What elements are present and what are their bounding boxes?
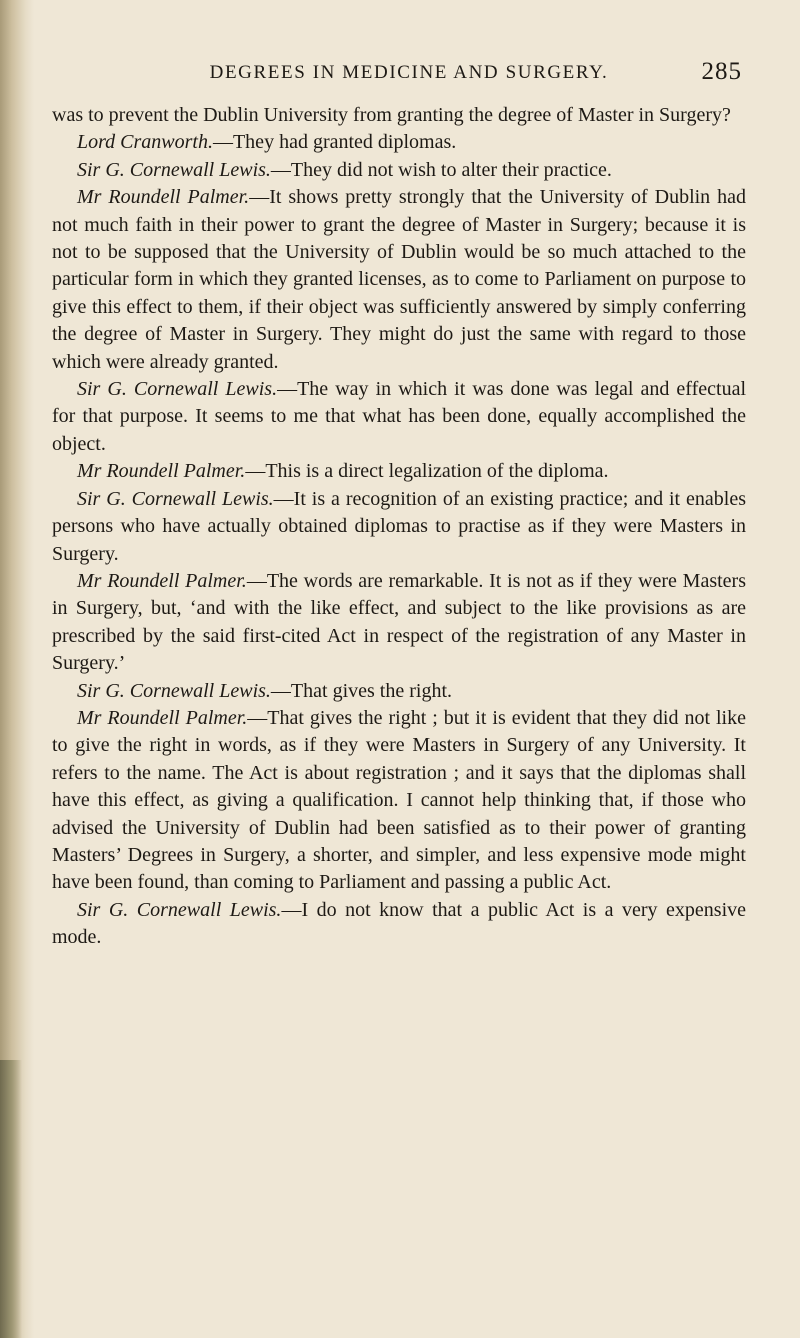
page-header bbox=[52, 58, 746, 102]
running-head: DEGREES IN MEDICINE AND SURGERY. bbox=[209, 62, 609, 83]
body-text bbox=[52, 102, 746, 952]
speaker-name: Sir G. Cornewall Lewis. bbox=[77, 158, 271, 181]
paragraph bbox=[52, 897, 746, 952]
paragraph bbox=[52, 157, 746, 184]
paragraph bbox=[52, 184, 746, 376]
speaker-name: Sir G. Cornewall Lewis. bbox=[77, 378, 278, 401]
speaker-name: Mr Roundell Palmer. bbox=[77, 460, 246, 483]
speaker-name: Sir G. Cornewall Lewis. bbox=[77, 487, 274, 510]
paragraph-text: —It is a recognition of an existing practice; and it enables persons who have actually obtained diplomas to practise as if they were Masters in Surgery. bbox=[52, 487, 747, 565]
page-number: 285 bbox=[701, 58, 742, 85]
paragraph-text: —I do not know that a public Act is a very expensive mode. bbox=[52, 898, 747, 949]
paragraph bbox=[52, 486, 746, 568]
binding-shadow bbox=[0, 1060, 22, 1338]
paragraph bbox=[52, 129, 746, 156]
paragraph-text: —That gives the right ; but it is evident that they did not like to give the right in words, as if they were Masters in Surgery of any University. It refers to the name. The Act is about registration ; and it says that the diplomas shall have this effect, as giving a qualification. I cannot help thinking that, if those who advised the University of Dublin had been satisfied as to their power of granting Masters’ Degrees in Surgery, a shorter, and simpler, and less expensive mode might have been found, than coming to Parliament and passing a public Act. bbox=[52, 706, 746, 894]
speaker-name: Sir G. Cornewall Lewis. bbox=[77, 679, 271, 702]
book-page bbox=[52, 58, 747, 952]
paragraph bbox=[52, 376, 746, 458]
paragraph-text: —The way in which it was done was legal and effectual for that purpose. It seems to me that what has been done, equally accomplished the object. bbox=[52, 378, 747, 455]
paragraph bbox=[52, 568, 746, 678]
speaker-name: Sir G. Cornewall Lewis. bbox=[77, 898, 282, 921]
speaker-name: Lord Cranworth. bbox=[77, 131, 213, 154]
paragraph-text: —It shows pretty strongly that the University of Dublin had not much faith in their power to grant the degree of Master in Surgery; because it is not to be supposed that the University of Dublin would be so much attached to the particular form in which they granted licenses, as to come to Parliament on purpose to give this effect to them, if their object was sufficiently answered by simply conferring the degree of Master in Surgery. They might do just the same with regard to those which were already granted. bbox=[52, 186, 746, 373]
speaker-name: Mr Roundell Palmer. bbox=[77, 706, 248, 729]
paragraph-text: was to prevent the Dublin University from granting the degree of Master in Surgery? bbox=[52, 104, 731, 126]
speaker-name: Mr Roundell Palmer. bbox=[77, 569, 247, 592]
paragraph bbox=[52, 102, 746, 129]
paragraph-text: —This is a direct legalization of the diploma. bbox=[245, 460, 609, 483]
paragraph bbox=[52, 705, 746, 897]
paragraph-text: —That gives the right. bbox=[270, 679, 452, 702]
paragraph-text: —The words are remarkable. It is not as if they were Masters in Surgery, but, ‘and with the like effect, and subject to the like provisions as are prescribed by the said first-cited Act in respect of the registration of any Master in Surgery.’ bbox=[52, 569, 746, 675]
paragraph bbox=[52, 458, 746, 485]
paragraph-text: —They had granted diplomas. bbox=[212, 131, 457, 154]
paragraph bbox=[52, 678, 746, 705]
speaker-name: Mr Roundell Palmer. bbox=[77, 186, 250, 209]
paragraph-text: —They did not wish to alter their practice. bbox=[270, 158, 612, 181]
